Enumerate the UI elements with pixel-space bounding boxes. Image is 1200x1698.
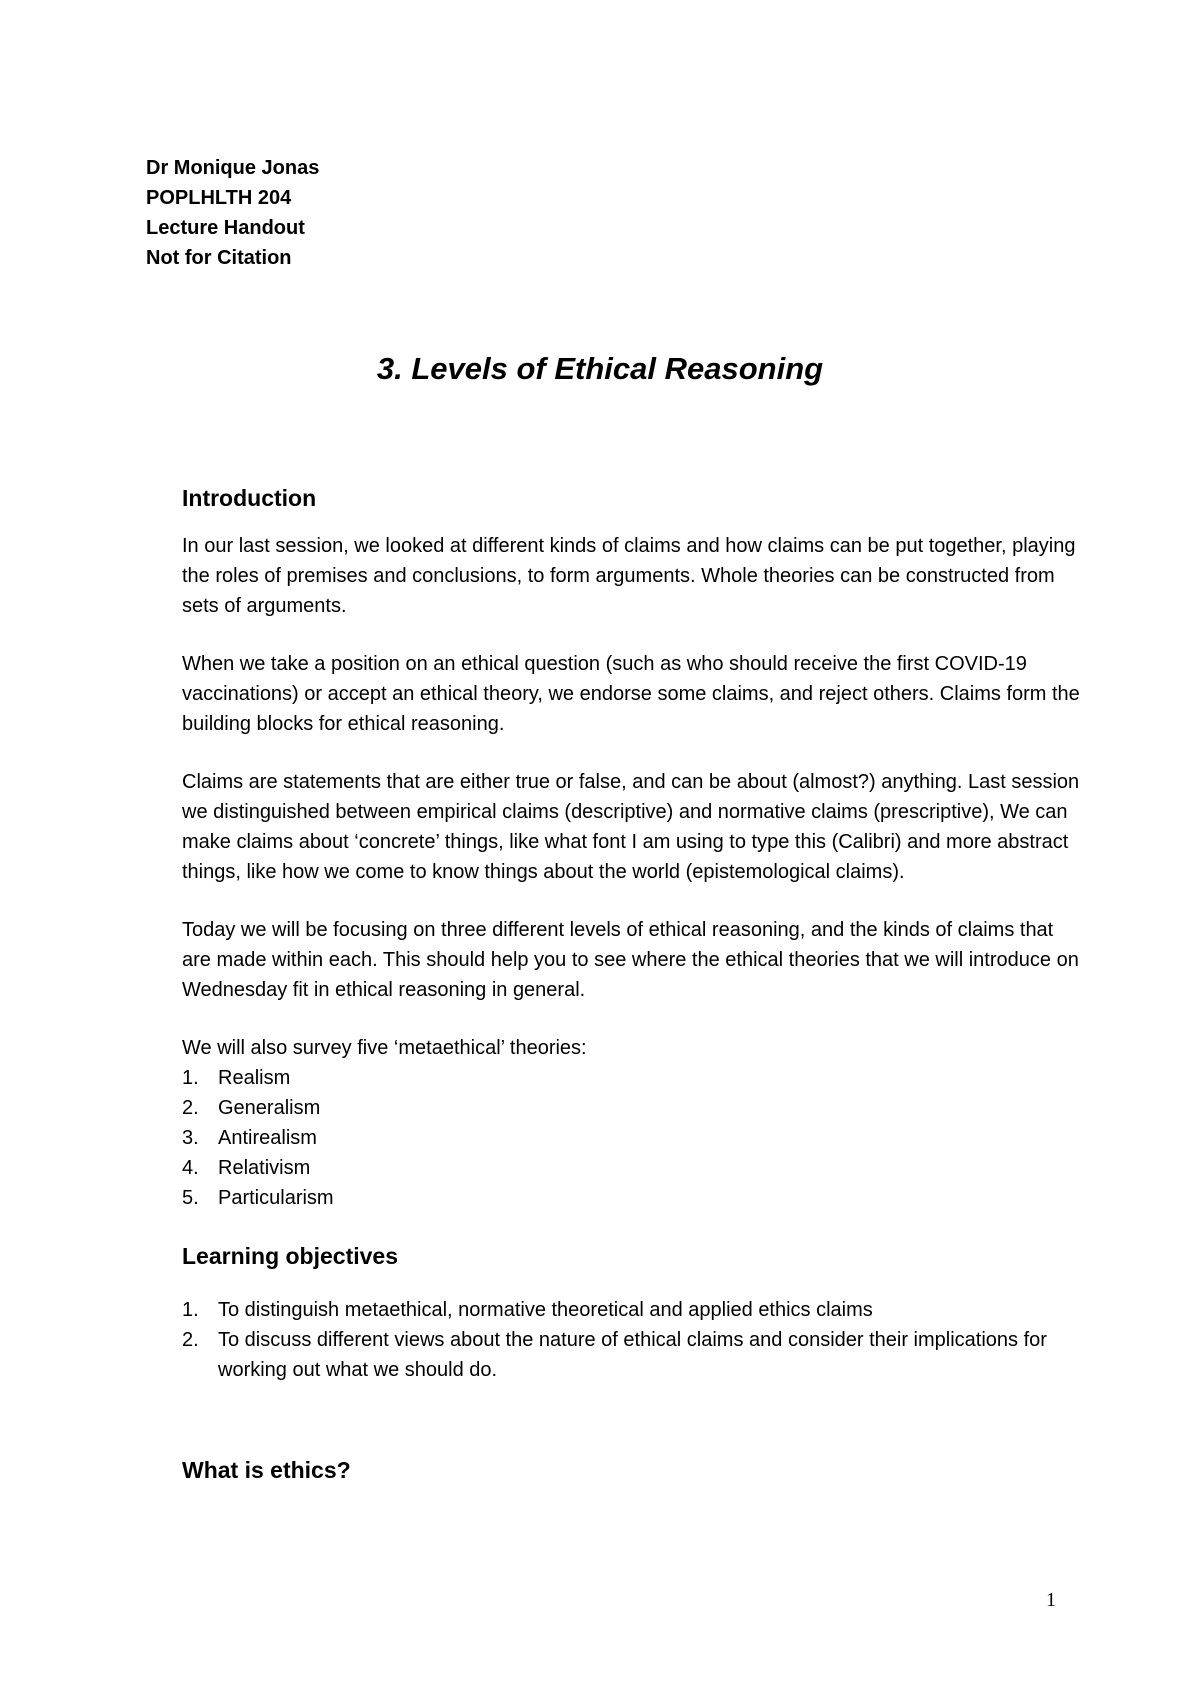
list-item	[182, 1153, 1082, 1183]
document-body	[182, 481, 1082, 1487]
list-item	[182, 1295, 1082, 1325]
introduction-heading: Introduction	[182, 485, 317, 511]
what-is-ethics-heading: What is ethics?	[182, 1457, 351, 1483]
list-item-label: Antirealism	[218, 1127, 317, 1149]
list-item-label: Relativism	[218, 1157, 311, 1179]
list-item-text: To distinguish metaethical, normative theoretical and applied ethics claims	[218, 1299, 873, 1321]
citation-notice: Not for Citation	[146, 247, 292, 269]
list-item-number: 4.	[182, 1157, 199, 1179]
list-item-number: 1.	[182, 1067, 199, 1089]
list-item	[182, 1093, 1082, 1123]
theories-list-intro: We will also survey five ‘metaethical’ theories:	[182, 1037, 587, 1059]
intro-paragraph-1: In our last session, we looked at different kinds of claims and how claims can be put together, playing the roles of premises and conclusions, to form arguments. Whole theories can be constructed from sets of arguments.	[182, 535, 1076, 617]
list-item	[182, 1063, 1082, 1093]
list-item-number: 2.	[182, 1097, 199, 1119]
page-number: 1	[1046, 1589, 1056, 1611]
metaethical-theories-list	[182, 1063, 1082, 1213]
list-item	[182, 1325, 1082, 1385]
list-item-number: 1.	[182, 1299, 199, 1321]
list-item-number: 2.	[182, 1329, 199, 1351]
list-item-text: To discuss different views about the nature of ethical claims and consider their implications for working out what we should do.	[218, 1329, 1047, 1381]
list-item	[182, 1183, 1082, 1213]
list-item-label: Generalism	[218, 1097, 321, 1119]
learning-objectives-heading: Learning objectives	[182, 1243, 399, 1269]
list-item-label: Particularism	[218, 1187, 334, 1209]
document-title: 3. Levels of Ethical Reasoning	[376, 351, 824, 386]
document-header	[146, 153, 319, 273]
list-item	[182, 1123, 1082, 1153]
author-name: Dr Monique Jonas	[146, 157, 320, 179]
intro-paragraph-3: Claims are statements that are either true or false, and can be about (almost?) anything. Last session we distinguished between empirical claims (descriptive) and normative claims (prescriptive), We can make claims about ‘concrete’ things, like what font I am using to type this (Calibri) and more abstract things, like how we come to know things about the world (epistemological claims).	[182, 771, 1080, 883]
intro-paragraph-4: Today we will be focusing on three different levels of ethical reasoning, and the kinds of claims that are made within each. This should help you to see where the ethical theories that we will introduce on Wednesday fit in ethical reasoning in general.	[182, 919, 1079, 1001]
course-code: POPLHLTH 204	[146, 187, 292, 209]
list-item-number: 3.	[182, 1127, 199, 1149]
document-type: Lecture Handout	[146, 217, 305, 239]
intro-paragraph-2: When we take a position on an ethical question (such as who should receive the first COVID-19 vaccinations) or accept an ethical theory, we endorse some claims, and reject others. Claims form the building blocks for ethical reasoning.	[182, 653, 1080, 735]
list-item-label: Realism	[218, 1067, 291, 1089]
learning-objectives-list	[182, 1295, 1082, 1385]
list-item-number: 5.	[182, 1187, 199, 1209]
